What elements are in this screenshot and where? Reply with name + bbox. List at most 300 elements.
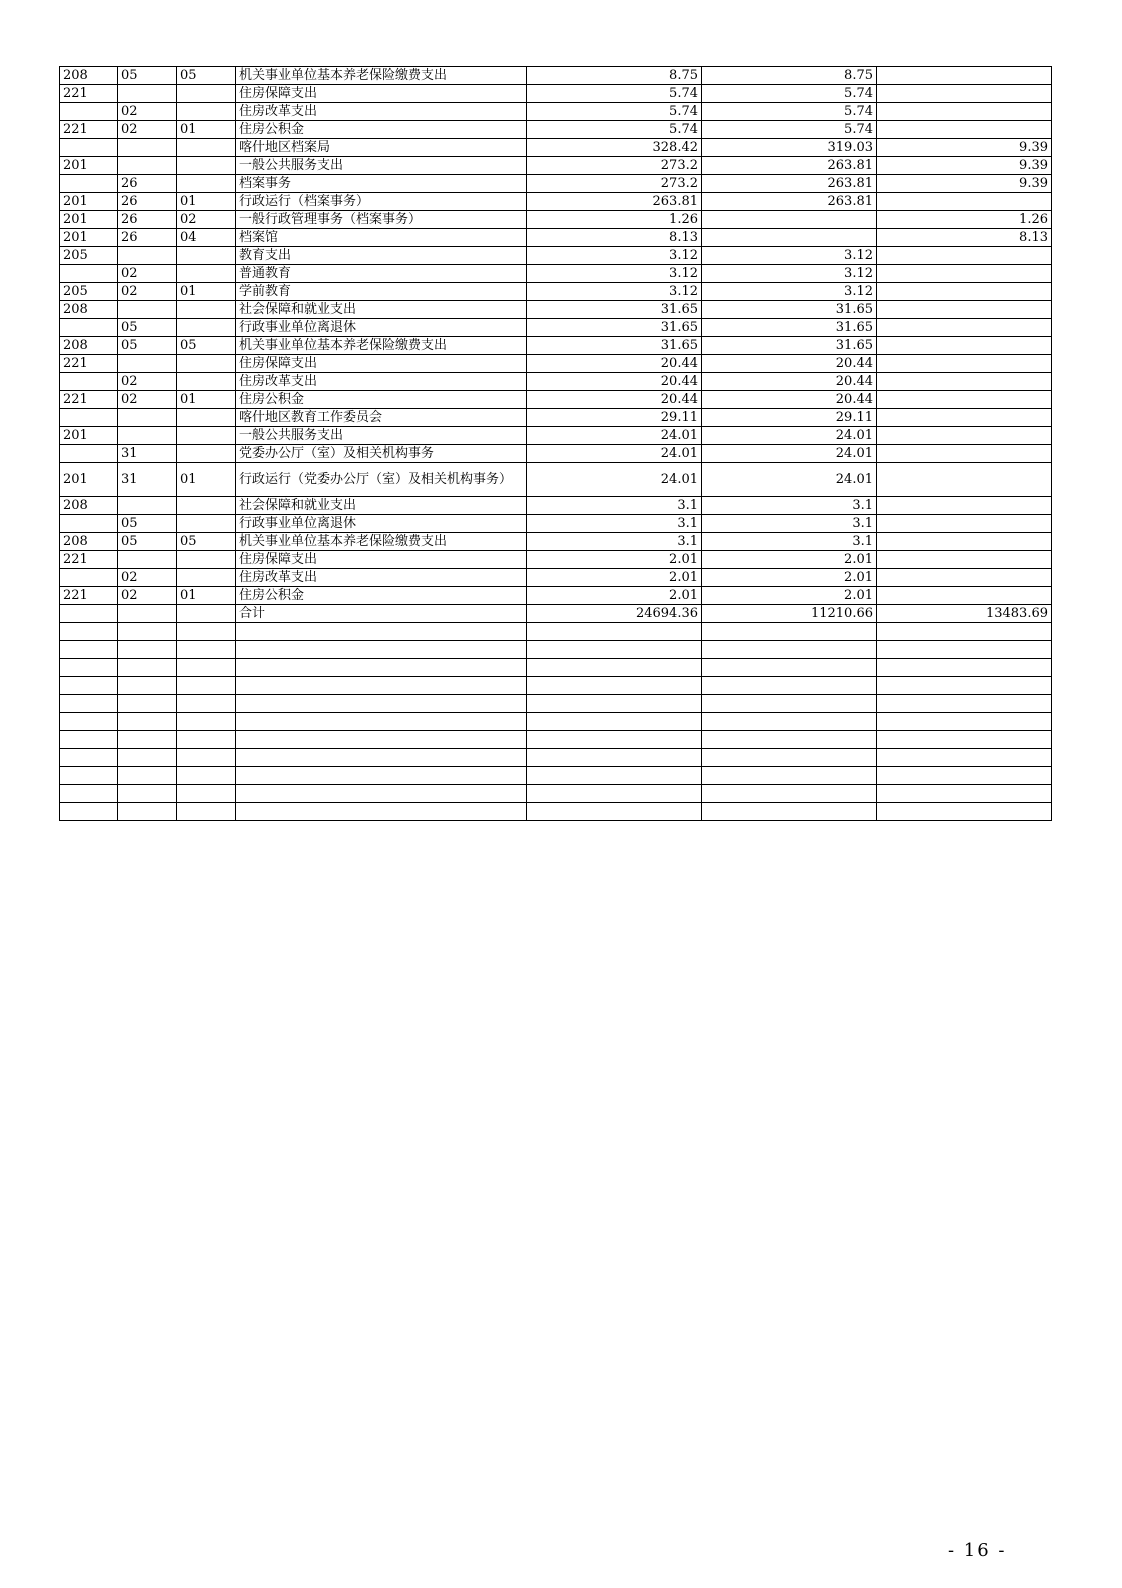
- item-code-cell: 26: [118, 193, 177, 211]
- subitem-code-cell: [177, 785, 236, 803]
- item-code-cell: [118, 713, 177, 731]
- table-row: [60, 569, 1052, 587]
- total-cell: 2.01: [527, 587, 702, 605]
- subject-name-cell: [236, 695, 527, 713]
- project-expense-cell: [877, 391, 1052, 409]
- table-row: [60, 659, 1052, 677]
- subitem-code-cell: 01: [177, 587, 236, 605]
- basic-expense-cell: [702, 623, 877, 641]
- table-row: [60, 605, 1052, 623]
- subitem-code-cell: [177, 301, 236, 319]
- basic-expense-cell: 5.74: [702, 103, 877, 121]
- table-row: [60, 283, 1052, 301]
- total-cell: 29.11: [527, 409, 702, 427]
- subitem-code-cell: [177, 767, 236, 785]
- project-expense-cell: 9.39: [877, 157, 1052, 175]
- subject-name-cell: 学前教育: [236, 283, 527, 301]
- project-expense-cell: [877, 515, 1052, 533]
- subject-name-cell: 住房保障支出: [236, 551, 527, 569]
- subject-name-cell: [236, 749, 527, 767]
- class-code-cell: [60, 659, 118, 677]
- basic-expense-cell: [702, 659, 877, 677]
- class-code-cell: 221: [60, 85, 118, 103]
- table-row: [60, 229, 1052, 247]
- subject-name-cell: 党委办公厅（室）及相关机构事务: [236, 445, 527, 463]
- subitem-code-cell: [177, 749, 236, 767]
- basic-expense-cell: 3.1: [702, 533, 877, 551]
- basic-expense-cell: 29.11: [702, 409, 877, 427]
- subitem-code-cell: [177, 265, 236, 283]
- table-row: [60, 515, 1052, 533]
- item-code-cell: 05: [118, 515, 177, 533]
- class-code-cell: [60, 605, 118, 623]
- basic-expense-cell: 20.44: [702, 373, 877, 391]
- total-cell: 24694.36: [527, 605, 702, 623]
- item-code-cell: 02: [118, 373, 177, 391]
- item-code-cell: 02: [118, 391, 177, 409]
- project-expense-cell: [877, 533, 1052, 551]
- class-code-cell: 221: [60, 587, 118, 605]
- class-code-cell: [60, 641, 118, 659]
- basic-expense-cell: [702, 713, 877, 731]
- total-cell: [527, 767, 702, 785]
- table-row: [60, 265, 1052, 283]
- item-code-cell: [118, 355, 177, 373]
- subject-name-cell: 合计: [236, 605, 527, 623]
- table-row: [60, 785, 1052, 803]
- subitem-code-cell: [177, 641, 236, 659]
- class-code-cell: 208: [60, 533, 118, 551]
- subitem-code-cell: [177, 623, 236, 641]
- item-code-cell: [118, 497, 177, 515]
- basic-expense-cell: [702, 767, 877, 785]
- subject-name-cell: 住房公积金: [236, 121, 527, 139]
- class-code-cell: [60, 175, 118, 193]
- subject-name-cell: 行政事业单位离退休: [236, 515, 527, 533]
- basic-expense-cell: [702, 229, 877, 247]
- class-code-cell: [60, 767, 118, 785]
- table-row: [60, 803, 1052, 821]
- subitem-code-cell: [177, 695, 236, 713]
- table-row: [60, 85, 1052, 103]
- table-row: [60, 319, 1052, 337]
- subject-name-cell: 社会保障和就业支出: [236, 301, 527, 319]
- total-cell: [527, 623, 702, 641]
- table-row: [60, 695, 1052, 713]
- subject-name-cell: 社会保障和就业支出: [236, 497, 527, 515]
- table-row: [60, 337, 1052, 355]
- class-code-cell: 208: [60, 497, 118, 515]
- project-expense-cell: [877, 301, 1052, 319]
- subject-name-cell: [236, 641, 527, 659]
- table-row: [60, 157, 1052, 175]
- project-expense-cell: [877, 641, 1052, 659]
- total-cell: [527, 659, 702, 677]
- subitem-code-cell: 01: [177, 391, 236, 409]
- item-code-cell: [118, 301, 177, 319]
- class-code-cell: 221: [60, 391, 118, 409]
- item-code-cell: 05: [118, 319, 177, 337]
- subitem-code-cell: [177, 713, 236, 731]
- project-expense-cell: 13483.69: [877, 605, 1052, 623]
- item-code-cell: 05: [118, 337, 177, 355]
- table-row: [60, 175, 1052, 193]
- total-cell: 5.74: [527, 103, 702, 121]
- table-row: [60, 677, 1052, 695]
- table-row: [60, 731, 1052, 749]
- class-code-cell: 201: [60, 427, 118, 445]
- subitem-code-cell: [177, 247, 236, 265]
- class-code-cell: 201: [60, 229, 118, 247]
- project-expense-cell: 9.39: [877, 175, 1052, 193]
- subject-name-cell: 一般行政管理事务（档案事务）: [236, 211, 527, 229]
- table-row: [60, 533, 1052, 551]
- subject-name-cell: 档案事务: [236, 175, 527, 193]
- table-row: [60, 247, 1052, 265]
- item-code-cell: 26: [118, 211, 177, 229]
- subitem-code-cell: [177, 427, 236, 445]
- subitem-code-cell: [177, 319, 236, 337]
- table-row: [60, 713, 1052, 731]
- item-code-cell: 26: [118, 175, 177, 193]
- table-row: [60, 587, 1052, 605]
- item-code-cell: 05: [118, 533, 177, 551]
- project-expense-cell: [877, 767, 1052, 785]
- subject-name-cell: 机关事业单位基本养老保险缴费支出: [236, 337, 527, 355]
- total-cell: 20.44: [527, 355, 702, 373]
- total-cell: 2.01: [527, 551, 702, 569]
- class-code-cell: [60, 713, 118, 731]
- class-code-cell: [60, 569, 118, 587]
- item-code-cell: [118, 605, 177, 623]
- total-cell: [527, 677, 702, 695]
- budget-table: [59, 66, 1052, 821]
- class-code-cell: [60, 319, 118, 337]
- table-row: [60, 463, 1052, 497]
- subitem-code-cell: [177, 803, 236, 821]
- table-row: [60, 103, 1052, 121]
- project-expense-cell: 1.26: [877, 211, 1052, 229]
- table-row: [60, 391, 1052, 409]
- total-cell: 31.65: [527, 301, 702, 319]
- subitem-code-cell: [177, 731, 236, 749]
- total-cell: 31.65: [527, 337, 702, 355]
- basic-expense-cell: 20.44: [702, 355, 877, 373]
- total-cell: 31.65: [527, 319, 702, 337]
- subitem-code-cell: [177, 103, 236, 121]
- class-code-cell: 201: [60, 193, 118, 211]
- project-expense-cell: [877, 265, 1052, 283]
- project-expense-cell: [877, 283, 1052, 301]
- subitem-code-cell: 05: [177, 337, 236, 355]
- total-cell: 273.2: [527, 175, 702, 193]
- basic-expense-cell: 263.81: [702, 175, 877, 193]
- subject-name-cell: 机关事业单位基本养老保险缴费支出: [236, 67, 527, 85]
- total-cell: 3.12: [527, 283, 702, 301]
- subitem-code-cell: [177, 569, 236, 587]
- project-expense-cell: [877, 427, 1052, 445]
- item-code-cell: [118, 803, 177, 821]
- basic-expense-cell: 24.01: [702, 445, 877, 463]
- table-row: [60, 409, 1052, 427]
- subject-name-cell: 行政运行（档案事务）: [236, 193, 527, 211]
- total-cell: 24.01: [527, 427, 702, 445]
- basic-expense-cell: [702, 785, 877, 803]
- project-expense-cell: [877, 587, 1052, 605]
- basic-expense-cell: [702, 803, 877, 821]
- subitem-code-cell: [177, 175, 236, 193]
- subject-name-cell: 住房保障支出: [236, 85, 527, 103]
- class-code-cell: 208: [60, 301, 118, 319]
- project-expense-cell: [877, 497, 1052, 515]
- class-code-cell: [60, 785, 118, 803]
- project-expense-cell: [877, 319, 1052, 337]
- subitem-code-cell: [177, 85, 236, 103]
- project-expense-cell: 9.39: [877, 139, 1052, 157]
- class-code-cell: [60, 695, 118, 713]
- basic-expense-cell: 263.81: [702, 157, 877, 175]
- project-expense-cell: [877, 803, 1052, 821]
- basic-expense-cell: [702, 641, 877, 659]
- class-code-cell: [60, 373, 118, 391]
- total-cell: 2.01: [527, 569, 702, 587]
- basic-expense-cell: [702, 677, 877, 695]
- class-code-cell: [60, 731, 118, 749]
- total-cell: 5.74: [527, 121, 702, 139]
- subitem-code-cell: 04: [177, 229, 236, 247]
- subject-name-cell: [236, 803, 527, 821]
- project-expense-cell: [877, 569, 1052, 587]
- table-row: [60, 193, 1052, 211]
- subject-name-cell: 教育支出: [236, 247, 527, 265]
- item-code-cell: [118, 623, 177, 641]
- class-code-cell: 201: [60, 211, 118, 229]
- table-row: [60, 767, 1052, 785]
- subject-name-cell: 一般公共服务支出: [236, 157, 527, 175]
- item-code-cell: [118, 85, 177, 103]
- basic-expense-cell: 31.65: [702, 319, 877, 337]
- project-expense-cell: [877, 337, 1052, 355]
- total-cell: 328.42: [527, 139, 702, 157]
- subject-name-cell: 机关事业单位基本养老保险缴费支出: [236, 533, 527, 551]
- table-row: [60, 67, 1052, 85]
- basic-expense-cell: 31.65: [702, 301, 877, 319]
- basic-expense-cell: 5.74: [702, 121, 877, 139]
- basic-expense-cell: 24.01: [702, 463, 877, 497]
- subject-name-cell: 档案馆: [236, 229, 527, 247]
- table-row: [60, 427, 1052, 445]
- class-code-cell: 221: [60, 121, 118, 139]
- total-cell: 20.44: [527, 391, 702, 409]
- total-cell: [527, 749, 702, 767]
- subitem-code-cell: 01: [177, 193, 236, 211]
- item-code-cell: [118, 749, 177, 767]
- project-expense-cell: [877, 623, 1052, 641]
- item-code-cell: [118, 695, 177, 713]
- item-code-cell: [118, 139, 177, 157]
- basic-expense-cell: 3.1: [702, 515, 877, 533]
- project-expense-cell: [877, 121, 1052, 139]
- total-cell: 24.01: [527, 445, 702, 463]
- subitem-code-cell: [177, 445, 236, 463]
- project-expense-cell: [877, 785, 1052, 803]
- project-expense-cell: [877, 713, 1052, 731]
- project-expense-cell: [877, 463, 1052, 497]
- class-code-cell: 221: [60, 355, 118, 373]
- total-cell: 273.2: [527, 157, 702, 175]
- item-code-cell: 31: [118, 463, 177, 497]
- subitem-code-cell: [177, 551, 236, 569]
- subitem-code-cell: 05: [177, 67, 236, 85]
- item-code-cell: [118, 409, 177, 427]
- table-row: [60, 355, 1052, 373]
- subject-name-cell: 行政运行（党委办公厅（室）及相关机构事务）: [236, 463, 527, 497]
- item-code-cell: [118, 247, 177, 265]
- page-number: - 16 -: [948, 1540, 1007, 1561]
- class-code-cell: [60, 139, 118, 157]
- subject-name-cell: 住房保障支出: [236, 355, 527, 373]
- subitem-code-cell: 02: [177, 211, 236, 229]
- class-code-cell: [60, 103, 118, 121]
- basic-expense-cell: [702, 731, 877, 749]
- basic-expense-cell: [702, 749, 877, 767]
- basic-expense-cell: 263.81: [702, 193, 877, 211]
- item-code-cell: [118, 641, 177, 659]
- basic-expense-cell: 5.74: [702, 85, 877, 103]
- class-code-cell: [60, 265, 118, 283]
- subject-name-cell: [236, 713, 527, 731]
- table-row: [60, 121, 1052, 139]
- item-code-cell: [118, 659, 177, 677]
- item-code-cell: 26: [118, 229, 177, 247]
- subject-name-cell: [236, 731, 527, 749]
- subject-name-cell: [236, 767, 527, 785]
- subject-name-cell: 住房公积金: [236, 587, 527, 605]
- subject-name-cell: 住房改革支出: [236, 569, 527, 587]
- subitem-code-cell: [177, 497, 236, 515]
- project-expense-cell: [877, 193, 1052, 211]
- basic-expense-cell: 3.12: [702, 247, 877, 265]
- item-code-cell: [118, 427, 177, 445]
- item-code-cell: 05: [118, 67, 177, 85]
- total-cell: 263.81: [527, 193, 702, 211]
- basic-expense-cell: [702, 211, 877, 229]
- basic-expense-cell: 3.1: [702, 497, 877, 515]
- total-cell: [527, 641, 702, 659]
- subitem-code-cell: [177, 139, 236, 157]
- project-expense-cell: [877, 103, 1052, 121]
- total-cell: [527, 785, 702, 803]
- item-code-cell: [118, 731, 177, 749]
- basic-expense-cell: 2.01: [702, 551, 877, 569]
- subitem-code-cell: [177, 157, 236, 175]
- item-code-cell: 02: [118, 103, 177, 121]
- project-expense-cell: [877, 677, 1052, 695]
- total-cell: [527, 731, 702, 749]
- project-expense-cell: [877, 659, 1052, 677]
- item-code-cell: [118, 767, 177, 785]
- table-body: [60, 67, 1052, 821]
- item-code-cell: [118, 157, 177, 175]
- class-code-cell: 205: [60, 283, 118, 301]
- table-row: [60, 497, 1052, 515]
- basic-expense-cell: 24.01: [702, 427, 877, 445]
- item-code-cell: [118, 677, 177, 695]
- table-row: [60, 301, 1052, 319]
- table-row: [60, 139, 1052, 157]
- class-code-cell: 205: [60, 247, 118, 265]
- table-row: [60, 373, 1052, 391]
- table-row: [60, 445, 1052, 463]
- table-row: [60, 551, 1052, 569]
- table-row: [60, 749, 1052, 767]
- basic-expense-cell: 31.65: [702, 337, 877, 355]
- total-cell: 5.74: [527, 85, 702, 103]
- subject-name-cell: 住房公积金: [236, 391, 527, 409]
- project-expense-cell: [877, 695, 1052, 713]
- total-cell: 8.13: [527, 229, 702, 247]
- total-cell: [527, 713, 702, 731]
- project-expense-cell: [877, 85, 1052, 103]
- item-code-cell: 02: [118, 569, 177, 587]
- class-code-cell: 201: [60, 157, 118, 175]
- subitem-code-cell: [177, 605, 236, 623]
- subject-name-cell: [236, 677, 527, 695]
- class-code-cell: [60, 749, 118, 767]
- item-code-cell: 31: [118, 445, 177, 463]
- basic-expense-cell: 3.12: [702, 265, 877, 283]
- subject-name-cell: [236, 785, 527, 803]
- subitem-code-cell: 01: [177, 121, 236, 139]
- project-expense-cell: 8.13: [877, 229, 1052, 247]
- subject-name-cell: 住房改革支出: [236, 373, 527, 391]
- basic-expense-cell: [702, 695, 877, 713]
- class-code-cell: [60, 409, 118, 427]
- subject-name-cell: 行政事业单位离退休: [236, 319, 527, 337]
- project-expense-cell: [877, 355, 1052, 373]
- subitem-code-cell: [177, 659, 236, 677]
- project-expense-cell: [877, 373, 1052, 391]
- class-code-cell: [60, 803, 118, 821]
- project-expense-cell: [877, 749, 1052, 767]
- class-code-cell: 201: [60, 463, 118, 497]
- subitem-code-cell: [177, 677, 236, 695]
- project-expense-cell: [877, 551, 1052, 569]
- subject-name-cell: 一般公共服务支出: [236, 427, 527, 445]
- total-cell: 24.01: [527, 463, 702, 497]
- subitem-code-cell: [177, 515, 236, 533]
- table-row: [60, 641, 1052, 659]
- project-expense-cell: [877, 445, 1052, 463]
- item-code-cell: 02: [118, 121, 177, 139]
- class-code-cell: [60, 623, 118, 641]
- project-expense-cell: [877, 731, 1052, 749]
- basic-expense-cell: 3.12: [702, 283, 877, 301]
- class-code-cell: 221: [60, 551, 118, 569]
- subject-name-cell: 普通教育: [236, 265, 527, 283]
- subitem-code-cell: [177, 409, 236, 427]
- item-code-cell: [118, 551, 177, 569]
- total-cell: 20.44: [527, 373, 702, 391]
- basic-expense-cell: 11210.66: [702, 605, 877, 623]
- total-cell: 3.1: [527, 533, 702, 551]
- basic-expense-cell: 2.01: [702, 569, 877, 587]
- total-cell: 3.12: [527, 265, 702, 283]
- item-code-cell: [118, 785, 177, 803]
- project-expense-cell: [877, 67, 1052, 85]
- subitem-code-cell: [177, 355, 236, 373]
- basic-expense-cell: 20.44: [702, 391, 877, 409]
